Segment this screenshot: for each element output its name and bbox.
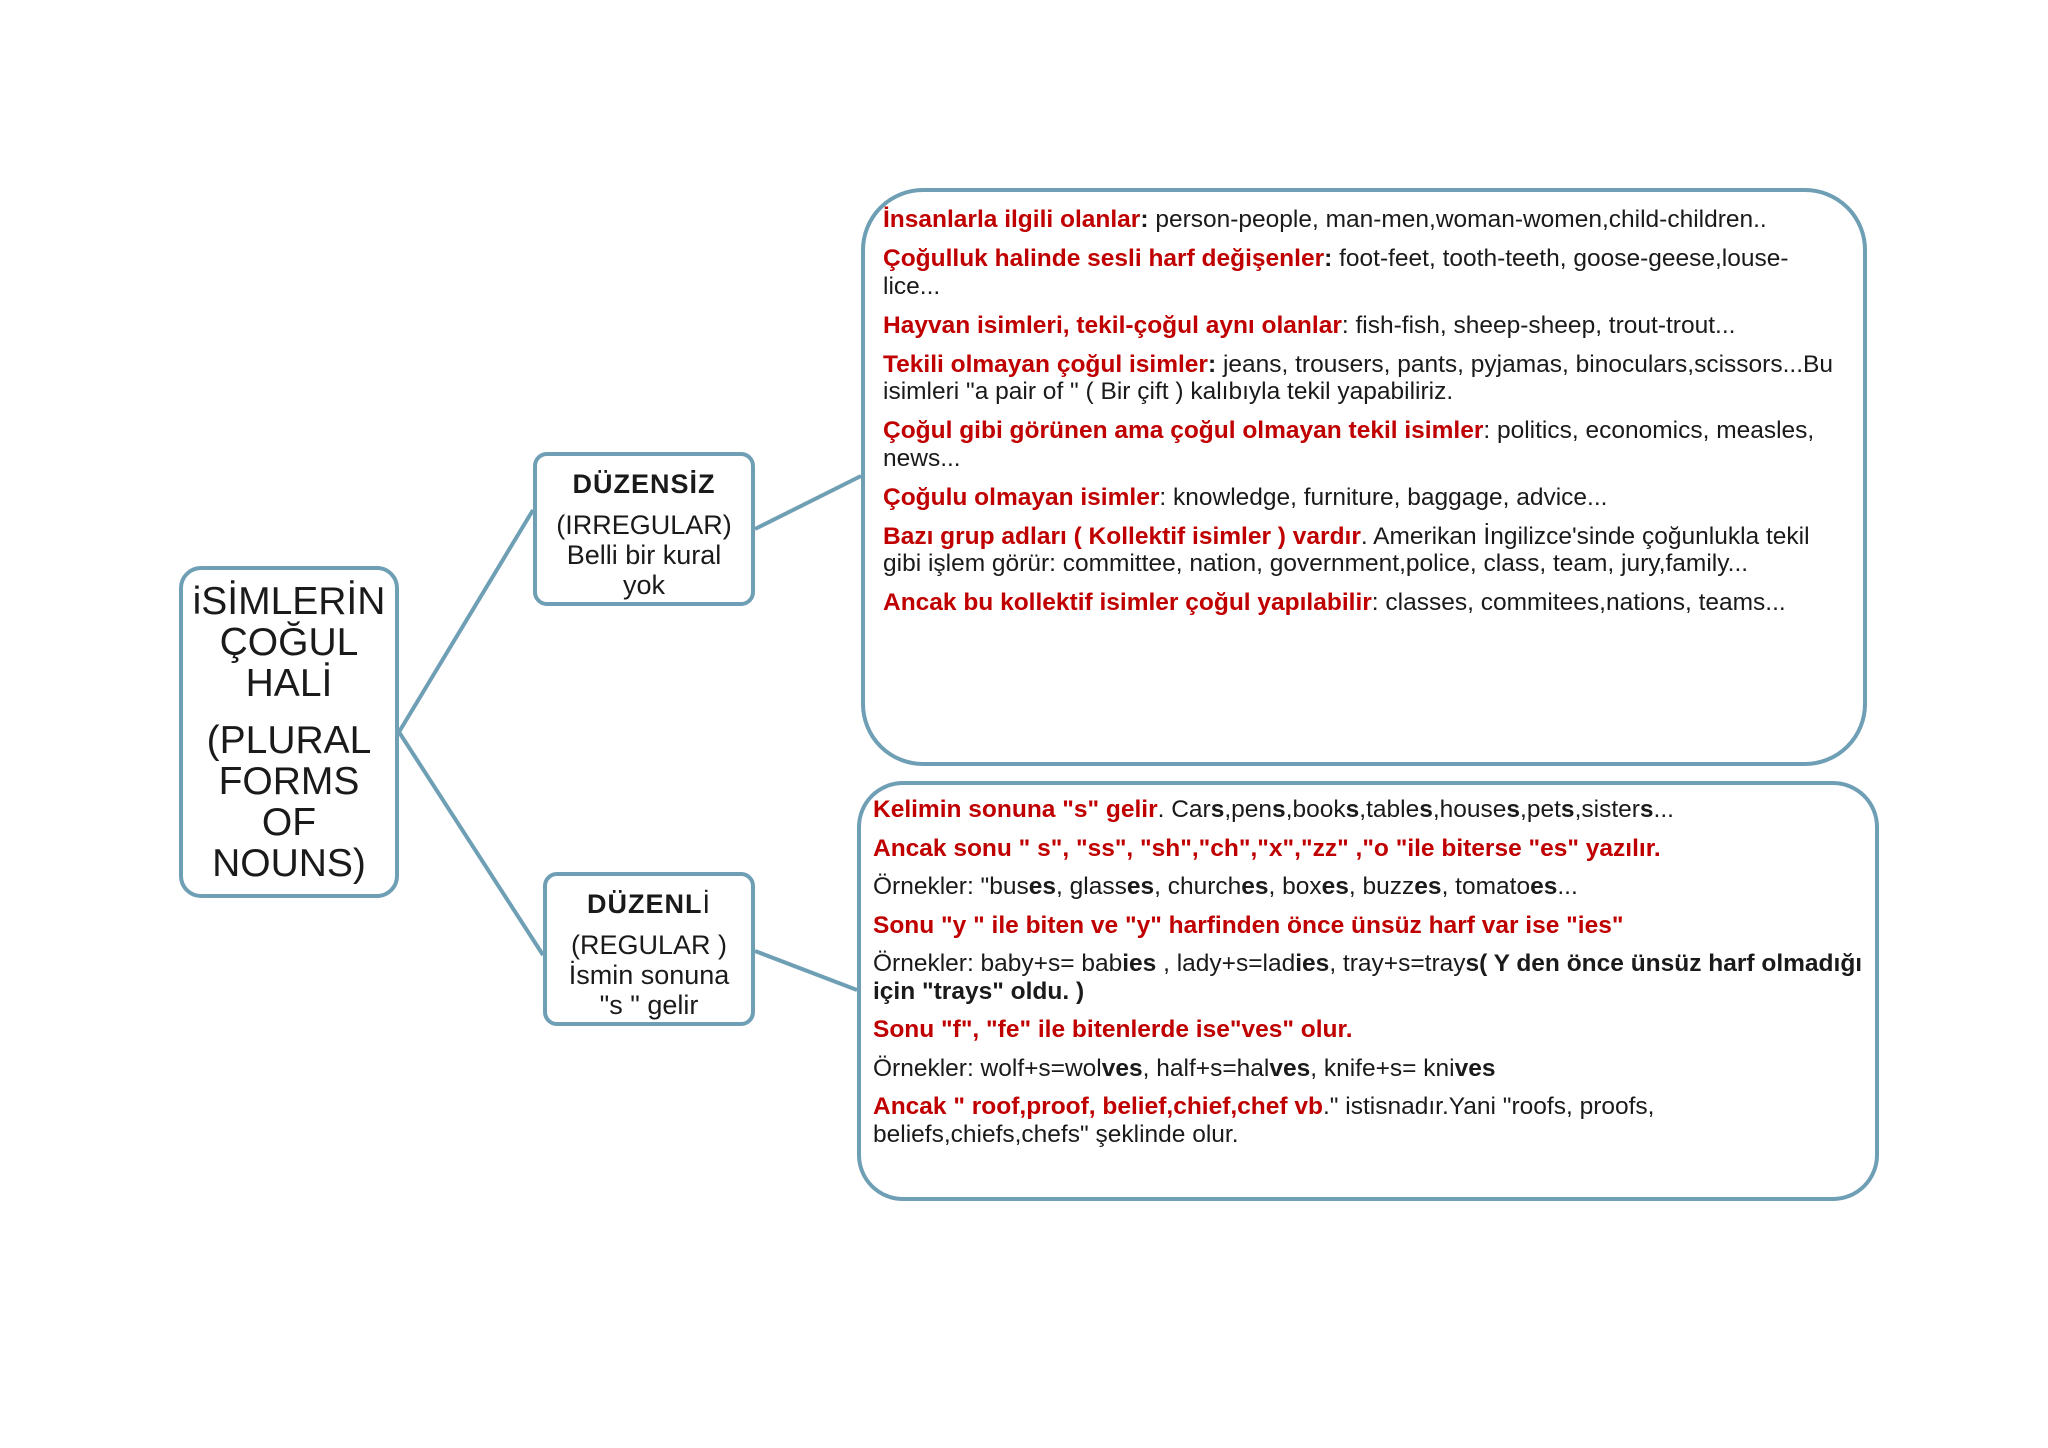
connector-root-regular [399, 732, 543, 955]
rule-heading: Kelimin sonuna "s" gelir [873, 796, 1158, 823]
entry-separator: : [1159, 483, 1173, 511]
irregular-entry [883, 351, 1845, 406]
irregular-desc-line-1: Belli bir kural [566, 540, 722, 570]
connector-root-irregular [399, 510, 533, 732]
irregular-entry [883, 245, 1845, 300]
root-title-line-3: HALİ [245, 661, 333, 705]
root-english-line-3: OF [261, 800, 317, 844]
irregular-entry [883, 417, 1845, 472]
entry-text: fish-fish, sheep-sheep, trout-trout... [1355, 311, 1736, 339]
entry-text: politics, economics, measles, news... [883, 417, 1815, 472]
regular-examples-ies: Örnekler: baby+s= babies , lady+s=ladies, tray+s=trays( Y den önce ünsüz harf olmadığı için "trays" oldu. ) [873, 950, 1863, 1005]
irregular-entry [883, 523, 1845, 578]
irregular-entry [883, 589, 1845, 617]
regular-subtitle: (REGULAR ) [570, 930, 727, 960]
irregular-title: DÜZENSİZ [572, 469, 716, 499]
root-english-line-4: NOUNS) [212, 841, 366, 885]
entry-separator: . [1360, 522, 1374, 550]
entry-heading: Çoğulluk halinde sesli harf değişenler [883, 245, 1325, 272]
entry-text: foot-feet, tooth-teeth, goose-geese,louse-lice... [883, 245, 1789, 300]
regular-title [547, 886, 751, 922]
root-node [179, 566, 399, 898]
regular-rule-ies: Sonu "y " ile biten ve "y" harfinden önce ünsüz harf var ise "ies" [873, 911, 1624, 939]
regular-title-end: İ [702, 889, 711, 919]
entry-separator: : [1483, 417, 1497, 444]
entry-text: person-people, man-men,woman-women,child-children.. [1155, 206, 1767, 233]
entry-separator: : [1371, 589, 1386, 616]
root-title-line-1: iSİMLERİN [192, 579, 386, 623]
regular-examples-es: Örnekler: "buses, glasses, churches, boxes, buzzes, tomatoes... [873, 873, 1578, 900]
entry-heading: Tekili olmayan çoğul isimler [883, 350, 1208, 378]
root-english-line-1: (PLURAL [206, 718, 372, 762]
regular-rule-es: Ancak sonu " s", "ss", "sh","ch","x","zz" ,"o "ile biterse "es" yazılır. [873, 834, 1661, 862]
rule-heading: Ancak " roof,proof, belief,chief,chef vb [873, 1093, 1323, 1120]
regular-node [543, 872, 755, 1026]
irregular-node [533, 452, 755, 606]
irregular-entry [883, 484, 1845, 512]
entry-separator: : [1140, 206, 1156, 233]
regular-rule-ves: Sonu "f", "fe" ile bitenlerde ise"ves" olur. [873, 1016, 1353, 1043]
entry-heading: İnsanlarla ilgili olanlar [883, 206, 1141, 233]
regular-rules-panel [857, 781, 1879, 1201]
root-english-line-2: FORMS [218, 759, 360, 803]
entry-text: knowledge, furniture, baggage, advice... [1173, 483, 1608, 511]
connector-regular-panel [755, 951, 857, 990]
irregular-examples-panel [861, 188, 1867, 766]
regular-examples-ves: Örnekler: wolf+s=wolves, half+s=halves, knife+s= knives [873, 1054, 1496, 1082]
irregular-entry [883, 206, 1845, 234]
irregular-desc-line-2: yok [622, 570, 666, 600]
irregular-subtitle: (IRREGULAR) [556, 510, 732, 540]
regular-rule-s: Kelimin sonuna "s" gelir. Cars,pens,books,tables,houses,pets,sisters... [873, 796, 1674, 823]
irregular-entry [883, 312, 1845, 340]
entry-heading: Bazı grup adları ( Kollektif isimler ) vardır [883, 522, 1361, 550]
entry-heading: Hayvan isimleri, tekil-çoğul aynı olanlar [883, 311, 1342, 339]
regular-desc-line-1: İsmin sonuna [568, 960, 730, 990]
regular-title-main: DÜZENL [586, 889, 703, 919]
root-title-line-2: ÇOĞUL [219, 620, 359, 664]
entry-text: Amerikan İngilizce'sinde çoğunlukla tekil gibi işlem görür: committee, nation, government,police, class, team, jury,family... [883, 522, 1810, 577]
regular-exceptions: Ancak " roof,proof, belief,chief,chef vb." istisnadır.Yani "roofs, proofs, beliefs,chiefs,chefs" şeklinde olur. [873, 1093, 1655, 1148]
entry-heading: Ancak bu kollektif isimler çoğul yapılabilir [883, 589, 1372, 616]
connector-irregular-panel [755, 476, 861, 529]
entry-separator: : [1341, 311, 1356, 339]
entry-separator: : [1324, 245, 1340, 272]
regular-desc-line-2: "s " gelir [599, 990, 699, 1020]
entry-heading: Çoğul gibi görünen ama çoğul olmayan tekil isimler [883, 417, 1484, 444]
entry-text: classes, commitees,nations, teams... [1385, 589, 1786, 616]
entry-text: jeans, trousers, pants, pyjamas, binoculars,scissors...Bu isimleri "a pair of " ( Bir çift ) kalıbıyla tekil yapabiliriz. [883, 350, 1833, 405]
entry-heading: Çoğulu olmayan isimler [883, 483, 1160, 511]
entry-separator: : [1207, 350, 1223, 378]
